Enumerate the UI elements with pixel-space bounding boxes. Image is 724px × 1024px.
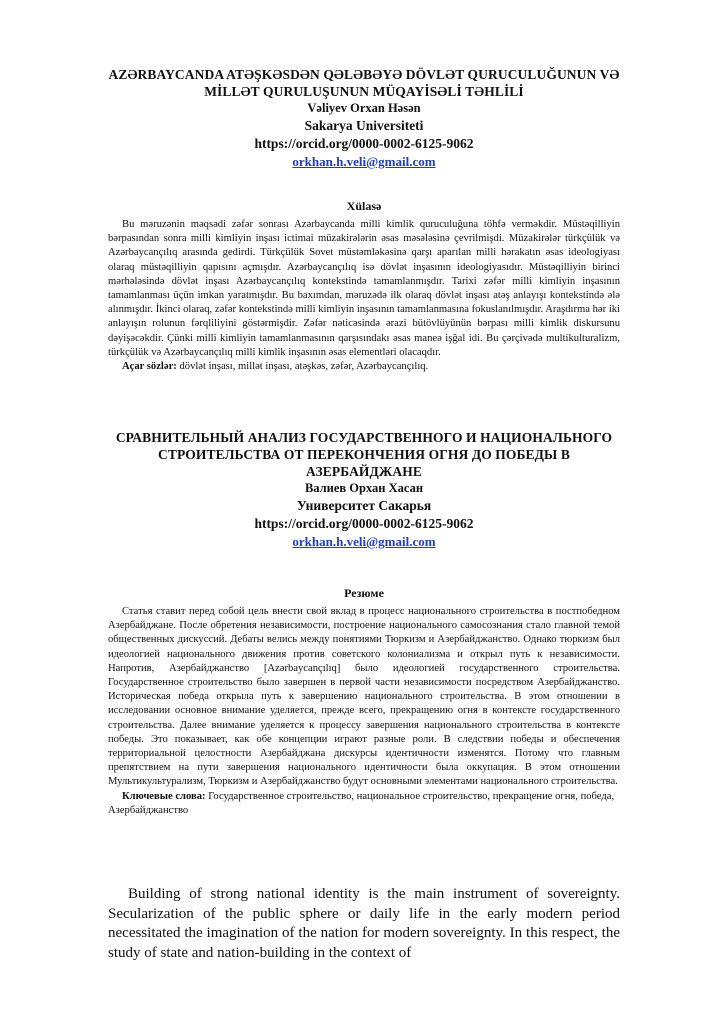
az-keywords-text: dövlət inşası, millət inşası, atəşkəs, zəfər, Azərbaycançılıq. (179, 361, 429, 373)
ru-keywords-label: Ключевые слова: (122, 790, 206, 802)
ru-header (108, 429, 620, 551)
ru-author: Валиев Орхан Хасан (304, 481, 424, 495)
ru-keywords-text: Государственное строительство, национальное строительство, прекращение огня, победа, Азербайджанство (108, 790, 615, 816)
ru-university: Университет Сакарья (296, 498, 432, 513)
az-keywords (108, 360, 620, 374)
ru-title-line-3: АЗЕРБАЙДЖАНЕ (306, 464, 422, 479)
az-university: Sakarya Universiteti (304, 118, 424, 133)
ru-title-line-1: СРАВНИТЕЛЬНЫЙ АНАЛИЗ ГОСУДАРСТВЕННОГО И НАЦИОНАЛЬНОГО (115, 430, 613, 445)
ru-abstract-section (108, 585, 620, 818)
az-abstract-heading: Xülasə (346, 199, 382, 213)
ru-abstract-text: Статья ставит перед собой цель внести свой вклад в процесс национального строительства в постпобедном Азербайджане. После обретения независимости, построение национального самосознания стало главной темой общественных дискуссий. Дебаты велись между понятиями Тюркизм и Азербайджанство. Однако тюркизм был идеологией национального движения против советского колониализма и открыл путь к независимости. Напротив, Азербайджанство [Azərbaycançılıq] было идеологией государственного строительства. Государственное строительство было завершен в первой части независимости посредством Азербайджанство. Историческая победа открыла путь к завершению национального строительства. В этом отношении в исследовании основное внимание уделяется, прежде всего, прекращению огня в контексте государственного строительства. Далее внимание уделяется к процессу завершения национального строительства в контексте победы. Это показывает, как обе концепции играют разные роли. В следствии победы и обеспечения территориальной целостности Азербайджана дискурсы идентичности изменятся. Потому что главным препятствием на пути завершения национального идентичности была оккупация. В этом отношении Мультикультурализм, Тюркизм и Азербайджанство будут основными элементами национального строительства. (108, 606, 620, 788)
ru-orcid: https://orcid.org/0000-0002-6125-9062 (254, 516, 474, 531)
az-keywords-label: Açar sözlər: (122, 361, 177, 373)
ru-abstract-heading: Резюме (344, 586, 384, 600)
az-abstract-text: Bu məruzənin məqsədi zəfər sonrası Azərbaycanda milli kimlik quruculuğuna töhfə verməkdir. Müstəqilliyin bərpasından sonra milli kimliyin inşası ictimai müzakirələrin əsas məsələsinə çevrilmişdi. Müzakirələr türkçülük və Azərbaycançılıq arasında gedirdi. Türkçülük Sovet müstəmləkəsinə qarşı aparılan milli hərakatın əsas ideologiyası olaraq müstəqilliyin qapısını açmışdır. Azərbaycançılıq isə dövlət inşasının ideologiyasıdır. Müstəqilliyin birinci mərhələsində dövlət inşası Azərbaycançılıq kontekstində tamamlanmışdır. Tarixi zəfər milli kimliyin inşasının tamamlanması üçün imkan yaratmışdır. Bu baxımdan, məruzədə ilk olaraq dövlət inşası atəş anlayışı kontekstində ələ alınmışdır. İkinci olaraq, zəfər kontekstində milli kimliyin inşasının tamamlanmasına fokuslanılmışdır. Araşdırma hər iki anlayışın rolunun fərqliliyini göstərmişdir. Zəfər nəticəsində ərazi bütövlüyünün bərpası milli kimlik diskursunu dəyişəcəkdir. Çünki milli kimliyin tamamlanmasının qarşısındakı əsas maneə işğal idi. Bu çərçivədə multikulturalizm, türkçülük və Azərbaycançılıq milli kimlik inşasının əsas elementləri olacaqdır. (108, 219, 620, 358)
az-header (108, 66, 620, 171)
az-email-link[interactable]: orkhan.h.veli@gmail.com (292, 154, 436, 169)
az-author: Vəliyev Orxan Həsən (307, 101, 421, 115)
az-title-line-1: AZƏRBAYCANDA ATƏŞKƏSDƏN QƏLƏBƏYƏ DÖVLƏT QURUCULUĞUNUN VƏ (108, 67, 620, 82)
ru-email-link[interactable]: orkhan.h.veli@gmail.com (292, 534, 436, 549)
az-abstract-section (108, 198, 620, 374)
en-intro-paragraph: Building of strong national identity is the main instrument of sovereignty. Secularization of the public sphere or daily life in the early modern period necessitated the imagination of the nation for modern sovereignty. In this respect, the study of state and nation-building in the context of (108, 886, 620, 961)
ru-keywords (108, 790, 620, 818)
az-orcid: https://orcid.org/0000-0002-6125-9062 (254, 136, 474, 151)
ru-title-line-2: СТРОИТЕЛЬСТВА ОТ ПЕРЕКОНЧЕНИЯ ОГНЯ ДО ПОБЕДЫ В (158, 447, 570, 462)
az-title-line-2: MİLLƏT QURULUŞUNUN MÜQAYİSƏLİ TƏHLİLİ (204, 84, 524, 99)
